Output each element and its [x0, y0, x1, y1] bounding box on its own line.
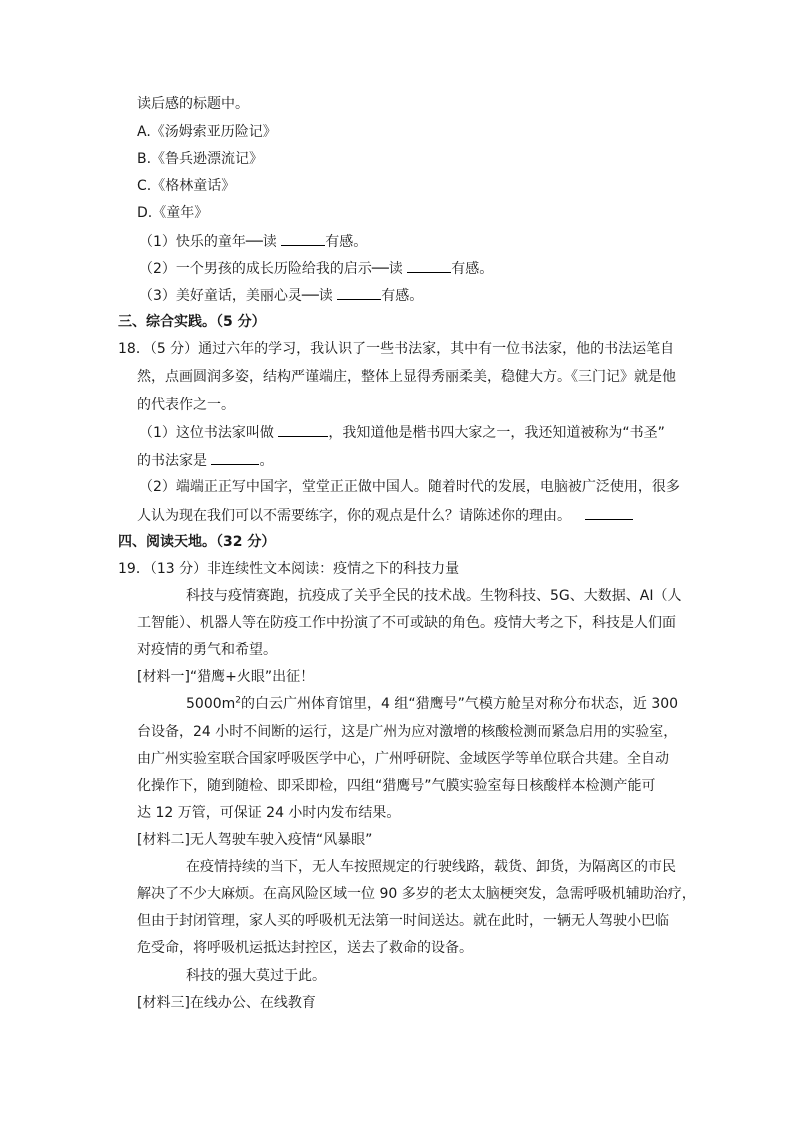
q18-line-2: 然，点画圆润多姿，结构严谨端庄，整体上显得秀丽柔美，稳健大方。《三门记》就是他 — [137, 369, 676, 385]
q18-sub-2: （2）端端正正写中国字，堂堂正正做中国人。随着时代的发展，电脑被广泛使用，很多 — [139, 479, 680, 495]
q17-item-3 — [139, 285, 423, 306]
q17-item-2-suffix: 有感。 — [451, 261, 494, 277]
option-a: A.《汤姆索亚历险记》 — [137, 124, 277, 140]
answer-blank[interactable] — [281, 231, 325, 246]
section-3-title: 三、综合实践。（5 分） — [118, 314, 266, 330]
intro-tail: 读后感的标题中。 — [137, 96, 249, 112]
q18-sub-1-d: 。 — [259, 453, 274, 469]
q17-item-1-suffix: 有感。 — [325, 234, 368, 250]
q17-item-2 — [139, 258, 493, 279]
material-2-line: 解决了不少大麻烦。在高风险区域一位 90 多岁的老太太脑梗突发，急需呼吸机辅助治疗， — [137, 886, 696, 902]
material-1-line: 由广州实验室联合国家呼吸医学中心，广州呼研院、金域医学等单位联合共建。全自动 — [137, 751, 669, 767]
area-value: 5000m — [186, 696, 236, 712]
q18-sub-1-c: 的书法家是 — [137, 453, 207, 469]
material-3-title: [材料三]在线办公、在线教育 — [137, 995, 316, 1011]
material-1-line: 台设备，24 小时不间断的运行，这是广州为应对激增的核酸检测而紧急启用的实验室， — [137, 724, 678, 740]
answer-blank[interactable] — [585, 505, 633, 520]
q18-sub-1-cont — [137, 450, 273, 471]
q19-heading: 19．（13 分）非连续性文本阅读：疫情之下的科技力量 — [118, 561, 460, 577]
q19-intro-line: 科技与疫情赛跑，抗疫成了关乎全民的技术战。生物科技、5G、大数据、AI（人 — [186, 588, 682, 604]
material-1-first-text: 的白云广州体育馆里，4 组“猎鹰号”气模方舱呈对称分布状态，近 300 — [241, 696, 679, 712]
q17-item-1 — [139, 231, 367, 252]
option-b: B.《鲁兵逊漂流记》 — [137, 151, 264, 167]
material-2-line: 危受命，将呼吸机运抵达封控区，送去了救命的设备。 — [137, 940, 473, 956]
option-d: D.《童年》 — [137, 205, 209, 221]
material-2-line: 在疫情持续的当下，无人车按照规定的行驶线路，载货、卸货，为隔离区的市民 — [186, 859, 676, 875]
material-2-ending: 科技的强大莫过于此。 — [186, 968, 326, 984]
answer-blank[interactable] — [278, 422, 328, 437]
material-1-line — [186, 694, 678, 714]
q18-sub-1-a: （1）这位书法家叫做 — [139, 425, 274, 441]
section-4-title: 四、阅读天地。（32 分） — [118, 534, 276, 550]
q18-sub-1-b: ，我知道他是楷书四大家之一，我还知道被称为“书圣” — [328, 425, 665, 441]
q19-intro-line: 工智能）、机器人等在防疫工作中扮演了不可或缺的角色。疫情大考之下，科技是人们面 — [137, 615, 676, 631]
q18-sub-1 — [139, 422, 665, 443]
material-1-line: 化操作下，随到随检、即采即检，四组“猎鹰号”气膜实验室每日核酸样本检测产能可 — [137, 778, 656, 794]
answer-blank[interactable] — [337, 285, 381, 300]
q17-item-1-prefix: （1）快乐的童年──读 — [139, 234, 277, 250]
q19-intro-line: 对疫情的勇气和希望。 — [137, 642, 277, 658]
material-2-title: [材料二]无人驾驶车驶入疫情“风暴眼” — [137, 832, 373, 848]
q18-line-3: 的代表作之一。 — [137, 397, 235, 413]
material-1-line: 达 12 万管，可保证 24 小时内发布结果。 — [137, 805, 401, 821]
q17-item-3-prefix: （3）美好童话，美丽心灵──读 — [139, 288, 333, 304]
answer-blank[interactable] — [407, 258, 451, 273]
answer-blank[interactable] — [211, 450, 259, 465]
area-unit-superscript: 2 — [235, 695, 242, 706]
q18-sub-2-b: 人认为现在我们可以不需要练字，你的观点是什么？请陈述你的理由。 — [137, 508, 571, 524]
material-1-title: [材料一]“猎鹰+火眼”出征！ — [137, 669, 315, 685]
q18-sub-2-cont — [137, 505, 633, 526]
q17-item-2-prefix: （2）一个男孩的成长历险给我的启示──读 — [139, 261, 403, 277]
q18-line-1: 18．（5 分）通过六年的学习，我认识了一些书法家，其中有一位书法家，他的书法运笔自 — [118, 341, 675, 357]
option-c: C.《格林童话》 — [137, 178, 236, 194]
material-2-line: 但由于封闭管理，家人买的呼吸机无法第一时间送达。就在此时，一辆无人驾驶小巴临 — [137, 913, 669, 929]
q17-item-3-suffix: 有感。 — [381, 288, 424, 304]
